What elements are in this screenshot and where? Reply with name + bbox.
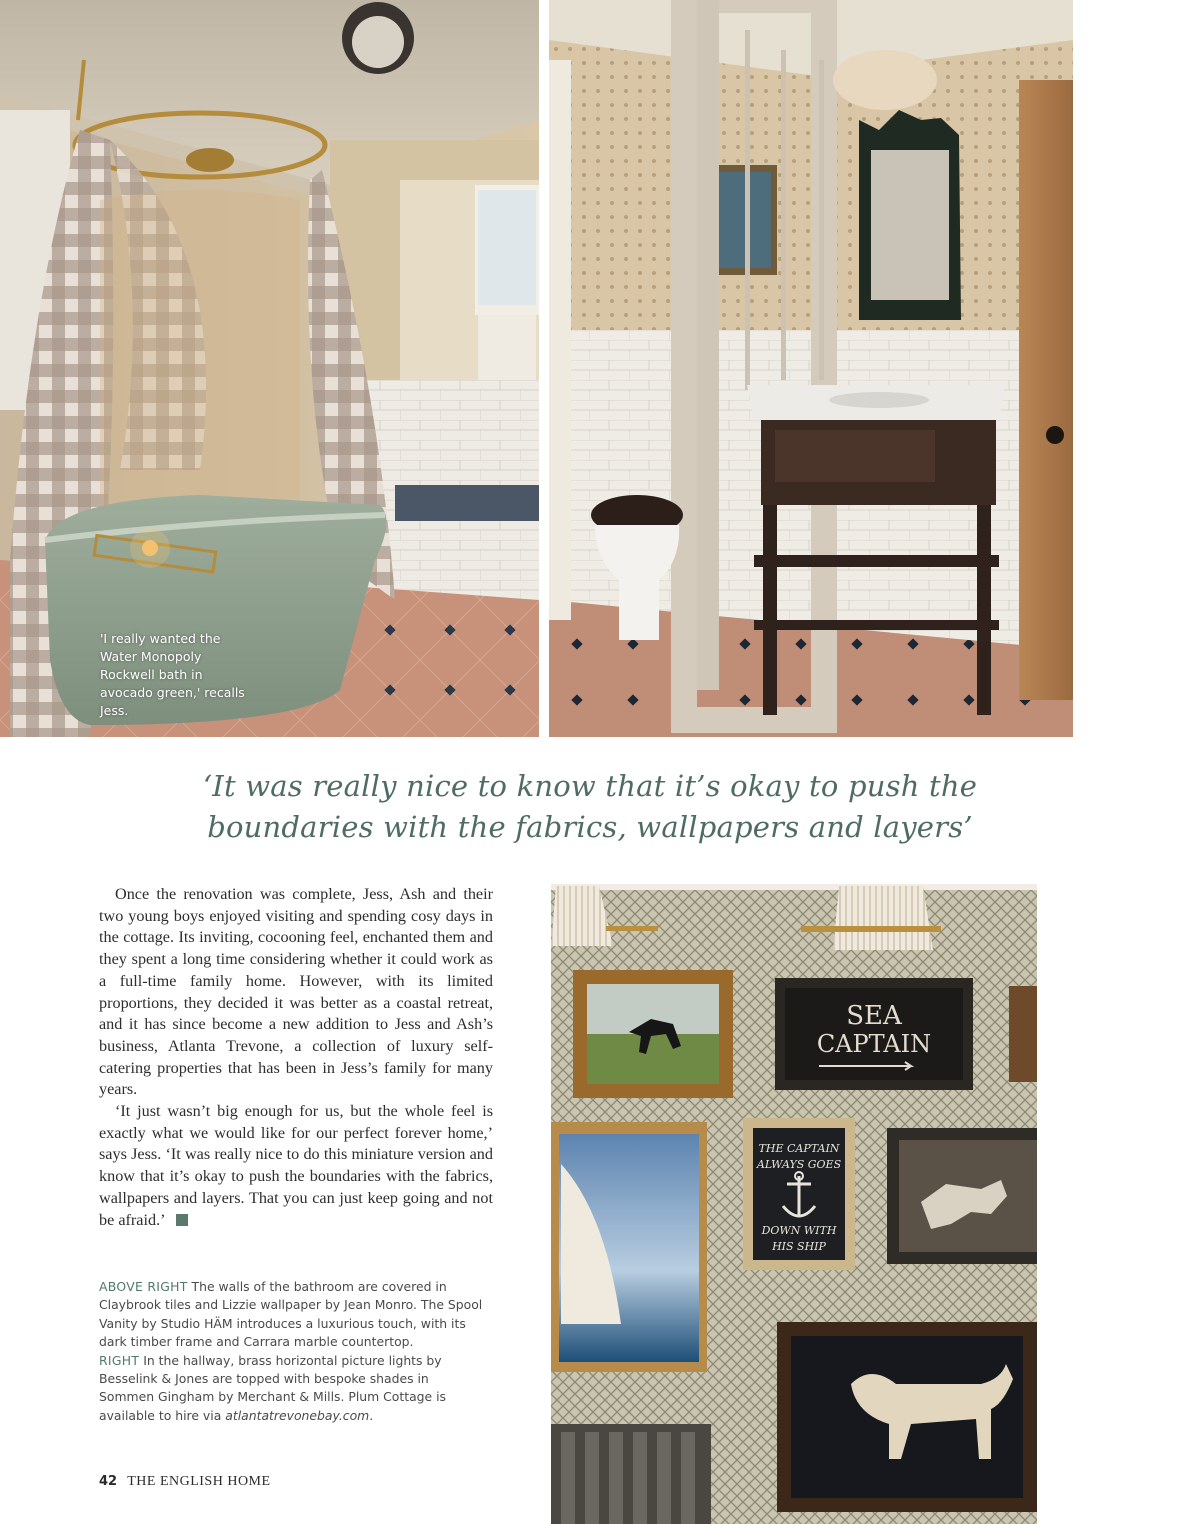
caption-text: The walls of the bathroom are covered in Claybrook tiles and Lizzie wallpaper by Jean Monro. The Spool Vanity by Studio HÄM introduces a luxurious touch, with its dark timber frame and Carrara marble countertop. bbox=[99, 1279, 483, 1350]
caption-text: In the hallway, brass horizontal picture lights by Besselink & Jones are topped with bespoke shades in Sommen Gingham by Merchant & Mills. Plum Cottage is available to hire via bbox=[99, 1352, 446, 1423]
sign-text-captain: CAPTAIN bbox=[816, 1030, 932, 1058]
magazine-name: THE ENGLISH HOME bbox=[127, 1474, 271, 1489]
photo-caption-bath: 'I really wanted the Water Monopoly Rockwell bath in avocado green,' recalls Jess. bbox=[100, 631, 245, 718]
photo-bathroom-vanity bbox=[549, 0, 1073, 737]
chalk-text: ALWAYS GOES bbox=[756, 1158, 842, 1171]
caption-end: . bbox=[369, 1407, 374, 1423]
chalk-text: HIS SHIP bbox=[772, 1240, 826, 1253]
page-number: 42 bbox=[99, 1474, 118, 1489]
body-paragraph-text: ‘It just wasn’t big enough for us, but the whole feel is exactly what we would like for our perfect forever home,’ says Jess. ‘It was really nice to do this miniature version and know that it’s okay to push the boundaries with the fabrics, wallpapers and layers. That you can just keep going and not be afraid.’ bbox=[99, 1102, 493, 1229]
caption-lead: ABOVE RIGHT bbox=[99, 1279, 188, 1294]
caption-lead: RIGHT bbox=[99, 1352, 140, 1368]
end-mark-icon bbox=[176, 1214, 188, 1226]
photo-captions bbox=[99, 1278, 484, 1425]
body-paragraph: Once the renovation was complete, Jess, Ash and their two young boys enjoyed visiting and spending cosy days in the cottage. Its inviting, cocooning feel, enchanted them and they spent a long time considering whether it could work as a full-time family home. However, with its limited proportions, they decided it was better as a coastal retreat, and it has since become a new addition to Jess and Ash’s business, Atlanta Trevone, a collection of luxury self-catering properties that has been in Jess’s family for many years. bbox=[99, 885, 493, 1099]
caption-above-right bbox=[99, 1278, 484, 1352]
article-body bbox=[99, 884, 493, 1231]
caption-right bbox=[99, 1352, 484, 1426]
sign-text-sea: SEA bbox=[846, 1001, 902, 1031]
pull-quote-line1: ‘It was really nice to know that it’s okay to push the bbox=[202, 769, 978, 803]
page-footer bbox=[99, 1474, 271, 1490]
photo-bathroom-bath bbox=[0, 0, 539, 737]
photo-hallway-gallery bbox=[551, 884, 1037, 1524]
caption-url: atlantatrevonebay.com bbox=[225, 1407, 370, 1423]
chalk-text: THE CAPTAIN bbox=[758, 1142, 840, 1155]
pull-quote bbox=[200, 766, 980, 848]
chalk-text: DOWN WITH bbox=[761, 1224, 837, 1237]
body-paragraph-last bbox=[99, 1101, 493, 1231]
pull-quote-line2: boundaries with the fabrics, wallpapers and layers’ bbox=[207, 810, 973, 844]
